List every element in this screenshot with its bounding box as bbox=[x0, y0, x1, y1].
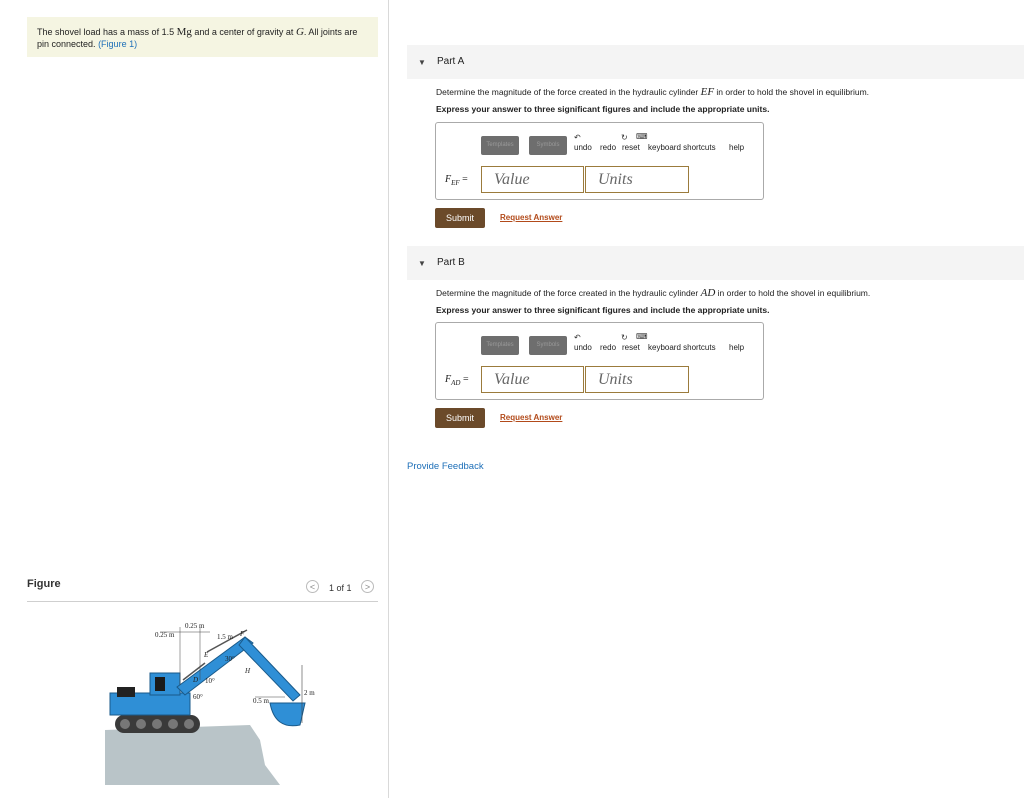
undo-icon: ↶ bbox=[574, 133, 581, 142]
part-a-answer-box bbox=[435, 122, 764, 200]
part-b-header[interactable] bbox=[407, 246, 1024, 280]
question-text: Determine the magnitude of the force created in the hydraulic cylinder bbox=[436, 288, 701, 298]
part-b-units-input[interactable]: Units bbox=[585, 366, 689, 393]
center-of-gravity-symbol: G bbox=[295, 26, 304, 38]
point-f-label: F bbox=[240, 630, 245, 638]
part-a-units-input[interactable]: Units bbox=[585, 166, 689, 193]
part-a-instruction: Express your answer to three significant figures and include the appropriate units. bbox=[436, 104, 770, 114]
redo-button[interactable]: redo bbox=[600, 343, 617, 352]
part-b-submit-button[interactable]: Submit bbox=[435, 408, 485, 428]
question-text-end: in order to hold the shovel in equilibrium. bbox=[715, 288, 871, 298]
part-a-header[interactable] bbox=[407, 45, 1024, 79]
point-d-label: D bbox=[193, 676, 199, 684]
keyboard-icon: ⌨ bbox=[636, 132, 648, 141]
var-symbol: F bbox=[445, 174, 452, 185]
reset-button[interactable]: reset bbox=[622, 343, 640, 352]
symbols-button[interactable]: Symbols bbox=[529, 136, 567, 155]
excavator-figure bbox=[105, 615, 325, 785]
templates-button[interactable]: Templates bbox=[481, 336, 519, 355]
undo-button[interactable]: undo bbox=[574, 143, 592, 152]
templates-button[interactable]: Templates bbox=[481, 136, 519, 155]
part-b-collapse-icon[interactable]: ▼ bbox=[418, 259, 426, 268]
var-subscript: EF bbox=[451, 179, 460, 187]
figure-title: Figure bbox=[27, 578, 61, 590]
angle-60-label: 60° bbox=[193, 693, 203, 701]
angle-30-label: 30° bbox=[225, 655, 235, 663]
part-b-value-input[interactable]: Value bbox=[481, 366, 584, 393]
equals-sign: = bbox=[462, 374, 469, 385]
mass-unit: Mg bbox=[176, 26, 192, 38]
angle-10-label: 10° bbox=[205, 677, 215, 685]
symbols-button[interactable]: Symbols bbox=[529, 336, 567, 355]
dim-label-2: 2 m bbox=[304, 689, 315, 697]
point-h-label: H bbox=[245, 667, 251, 675]
part-b-answer-box bbox=[435, 322, 764, 400]
keyboard-icon: ⌨ bbox=[636, 332, 648, 341]
keyboard-shortcuts-button[interactable]: keyboard shortcuts bbox=[648, 143, 716, 152]
dim-label-0-5: 0.5 m bbox=[253, 697, 269, 705]
figure-divider bbox=[27, 601, 378, 602]
member-symbol: EF bbox=[700, 86, 715, 98]
dim-label-0-25-a: 0.25 m bbox=[155, 631, 175, 639]
provide-feedback-link[interactable]: Provide Feedback bbox=[407, 461, 484, 472]
problem-statement bbox=[27, 17, 378, 57]
figure-next-button[interactable]: > bbox=[361, 580, 374, 593]
redo-button[interactable]: redo bbox=[600, 143, 617, 152]
member-symbol: AD bbox=[700, 287, 716, 299]
part-a-variable-label bbox=[445, 174, 468, 187]
part-a-request-answer-link[interactable]: Request Answer bbox=[500, 213, 563, 222]
question-text: Determine the magnitude of the force created in the hydraulic cylinder bbox=[436, 87, 701, 97]
problem-text: The shovel load has a mass of 1.5 bbox=[37, 27, 177, 37]
keyboard-shortcuts-button[interactable]: keyboard shortcuts bbox=[648, 343, 716, 352]
reset-icon: ↻ bbox=[621, 333, 628, 342]
help-button[interactable]: help bbox=[729, 143, 745, 152]
ground-slope bbox=[105, 725, 280, 785]
part-b-variable-label bbox=[445, 374, 469, 387]
part-b-request-answer-link[interactable]: Request Answer bbox=[500, 413, 563, 422]
equals-sign: = bbox=[462, 174, 468, 185]
part-a-value-input[interactable]: Value bbox=[481, 166, 584, 193]
figure-page-count: 1 of 1 bbox=[329, 583, 352, 593]
problem-text-mid: and a center of gravity at bbox=[191, 27, 296, 37]
figure-prev-button[interactable]: < bbox=[306, 580, 319, 593]
undo-icon: ↶ bbox=[574, 333, 581, 342]
problem-text-end: . All joints are bbox=[303, 27, 358, 37]
var-symbol: F bbox=[445, 374, 452, 385]
undo-button[interactable]: undo bbox=[574, 343, 592, 352]
var-subscript: AD bbox=[451, 379, 461, 387]
part-a-submit-button[interactable]: Submit bbox=[435, 208, 485, 228]
part-b-question bbox=[436, 287, 870, 299]
part-a-collapse-icon[interactable]: ▼ bbox=[418, 58, 426, 67]
question-text-end: in order to hold the shovel in equilibrium. bbox=[714, 87, 870, 97]
reset-button[interactable]: reset bbox=[622, 143, 640, 152]
point-e-label: E bbox=[204, 651, 209, 659]
figure-link[interactable]: (Figure 1) bbox=[98, 39, 138, 49]
part-a-question bbox=[436, 86, 869, 98]
excavator-bucket bbox=[270, 703, 305, 726]
part-b-title: Part B bbox=[437, 257, 465, 268]
help-button[interactable]: help bbox=[729, 343, 745, 352]
part-a-title: Part A bbox=[437, 56, 465, 67]
column-divider bbox=[388, 0, 389, 798]
dim-label-1-5: 1.5 m bbox=[217, 633, 233, 641]
reset-icon: ↻ bbox=[621, 133, 628, 142]
problem-text-line2: pin connected. bbox=[37, 39, 96, 49]
dim-label-0-25-b: 0.25 m bbox=[185, 622, 205, 630]
part-b-instruction: Express your answer to three significant figures and include the appropriate units. bbox=[436, 305, 770, 315]
